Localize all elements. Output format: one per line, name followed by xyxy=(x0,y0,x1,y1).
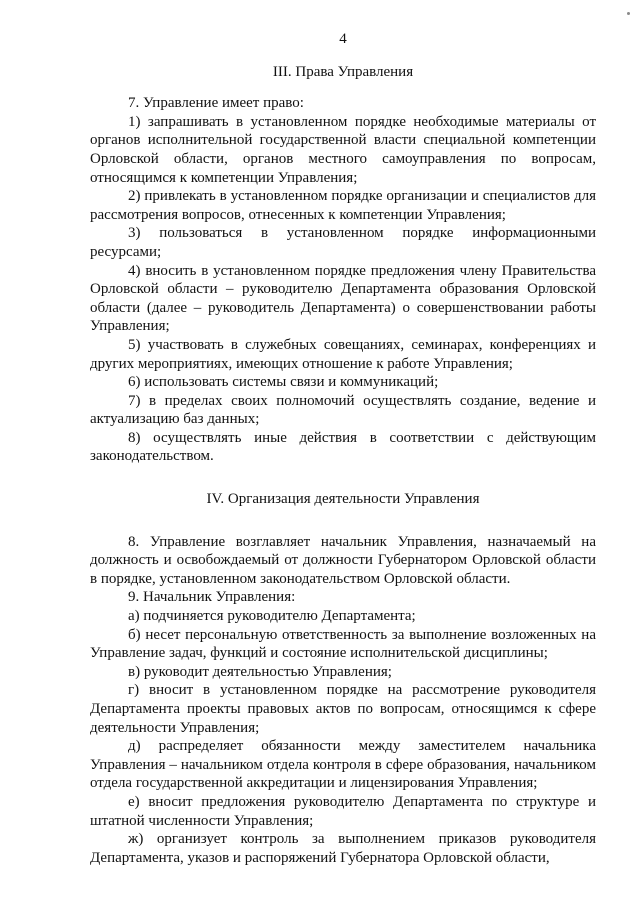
scan-mark xyxy=(627,12,630,15)
page-number: 4 xyxy=(339,31,347,47)
section-3-paragraph: 5) участвовать в служебных совещаниях, семинарах, конференциях и других мероприятиях, имеющих отношение к работе Управления; xyxy=(90,336,596,372)
section-4-paragraph: в) руководит деятельностью Управления; xyxy=(128,663,392,680)
section-3-paragraph: 1) запрашивать в установленном порядке необходимые материалы от органов исполнительной государственной власти специальной компетенции Орловской области, органов местного самоуправления по вопросам, относящимся к компетенции Управления; xyxy=(90,113,596,186)
section-3-paragraph: 7. Управление имеет право: xyxy=(128,95,304,112)
section-4-paragraph: е) вносит предложения руководителю Департамента по структуре и штатной численности Управления; xyxy=(90,793,596,829)
section-3-paragraph: 6) использовать системы связи и коммуникаций; xyxy=(128,374,439,391)
section-3-paragraph: 2) привлекать в установленном порядке организации и специалистов для рассмотрения вопросов, отнесенных к компетенции Управления; xyxy=(90,188,596,223)
section-4-paragraph: б) несет персональную ответственность за выполнение возложенных на Управление задач, функций и состояние исполнительской дисциплины; xyxy=(90,626,596,662)
section-4-paragraph: ж) организует контроль за выполнением приказов руководителя Департамента, указов и распоряжений Губернатора Орловской области, xyxy=(90,831,596,866)
section-3-paragraph: 4) вносить в установленном порядке предложения члену Правительства Орловской области – руководителю Департамента образования Орловской области (далее – руководитель Департамента) о совершенствовании работы Управления; xyxy=(90,262,596,335)
section-4-paragraph: д) распределяет обязанности между заместителем начальника Управления – начальником отдела контроля в сфере образования, начальником отдела государственной аккредитации и лицензирования Управления; xyxy=(90,738,596,792)
section-4-paragraph: г) вносит в установленном порядке на рассмотрение руководителя Департамента проекты правовых актов по вопросам, относящимся к сфере деятельности Управления; xyxy=(90,682,596,736)
section-3-paragraph: 7) в пределах своих полномочий осуществлять создание, ведение и актуализацию баз данных; xyxy=(90,392,596,428)
document-page xyxy=(90,30,596,867)
section-4-paragraph: 8. Управление возглавляет начальник Управления, назначаемый на должность и освобождаемый от должности Губернатором Орловской области в порядке, установленном законодательством Орловской области. xyxy=(90,533,596,587)
section-4-paragraph: 9. Начальник Управления: xyxy=(128,589,296,606)
section-3-paragraph: 3) пользоваться в установленном порядке информационными ресурсами; xyxy=(90,225,596,260)
section-4-paragraph: а) подчиняется руководителю Департамента; xyxy=(128,608,416,625)
section-3-title: III. Права Управления xyxy=(272,63,414,80)
section-4-title: IV. Организация деятельности Управления xyxy=(206,491,480,508)
section-3-paragraph: 8) осуществлять иные действия в соответствии с действующим законодательством. xyxy=(90,429,596,465)
